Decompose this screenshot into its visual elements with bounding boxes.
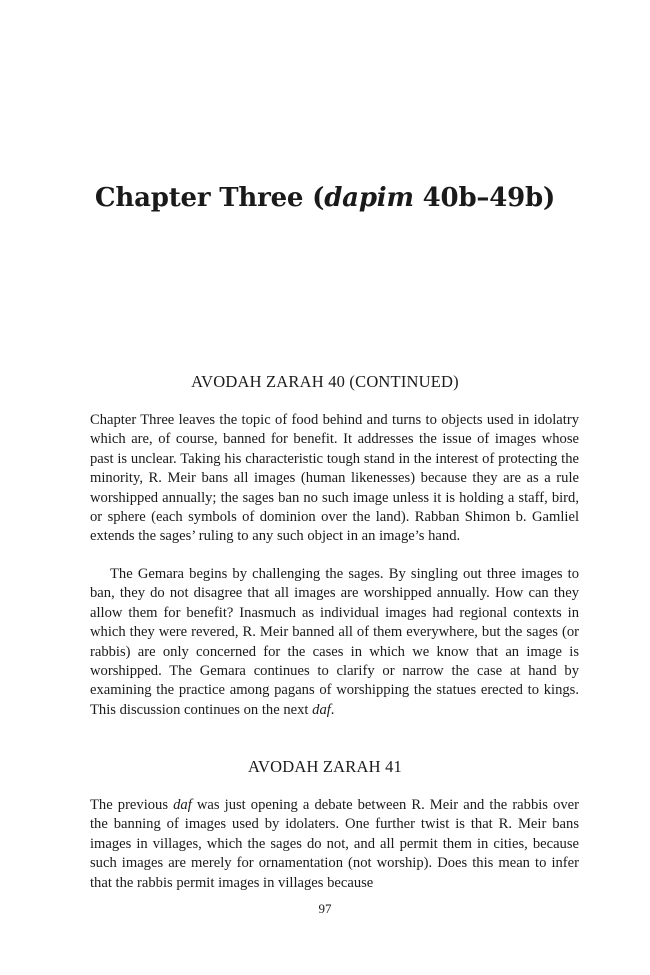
paragraph-text: was just opening a debate between R. Meir and the rabbis over the banning of images used by idolaters. One further twist is that R. Meir bans images in villages, which the sages do not, and all permit them in cities, because such images are merely for ornamentation (not worship). Does this mean to infer that the rabbis permit images in villages because xyxy=(90,797,579,891)
chapter-title-italic: dapim xyxy=(324,183,414,213)
paragraph-text: . xyxy=(330,701,335,718)
paragraph-text: The previous xyxy=(90,797,174,813)
chapter-title xyxy=(0,183,650,213)
paragraph-text: The Gemara begins by challenging the sages. By singling out three images to ban, they do not disagree that all images are worshipped annually. How can they allow them for benefit? Inasmuch as individual images had regional contexts in which they were revered, R. Meir banned all of them everywhere, but the sages (or rabbis) are only concerned for the cases in which we know that an image is worshipped. The Gemara continues to clarify or narrow the case at hand by examining the practice among pagans of worshipping the statues erected to kings. This discussion continues on the next xyxy=(90,566,579,718)
italic-term: daf xyxy=(312,701,331,718)
section-heading: AVODAH ZARAH 40 (CONTINUED) xyxy=(191,372,459,391)
paragraph xyxy=(90,565,579,720)
paragraph xyxy=(90,796,579,893)
section-heading: AVODAH ZARAH 41 xyxy=(248,757,402,776)
paragraph: Chapter Three leaves the topic of food behind and turns to objects used in idolatry which are, of course, banned for benefit. It addresses the issue of images whose past is unclear. Taking his characteristic tough stand in the interest of protecting the minority, R. Meir bans all images (human likenesses) because they are as a rule worshipped annually; the sages ban no such image unless it is holding a staff, bird, or sphere (each symbols of dominion over the land). Rabban Shimon b. Gamliel extends the sages’ ruling to any such object in an image’s hand. xyxy=(90,412,579,545)
italic-term: daf xyxy=(173,797,192,813)
chapter-title-suffix: 40b–49b) xyxy=(413,183,556,213)
page-number: 97 xyxy=(318,901,332,916)
chapter-title-prefix: Chapter Three ( xyxy=(94,183,325,213)
